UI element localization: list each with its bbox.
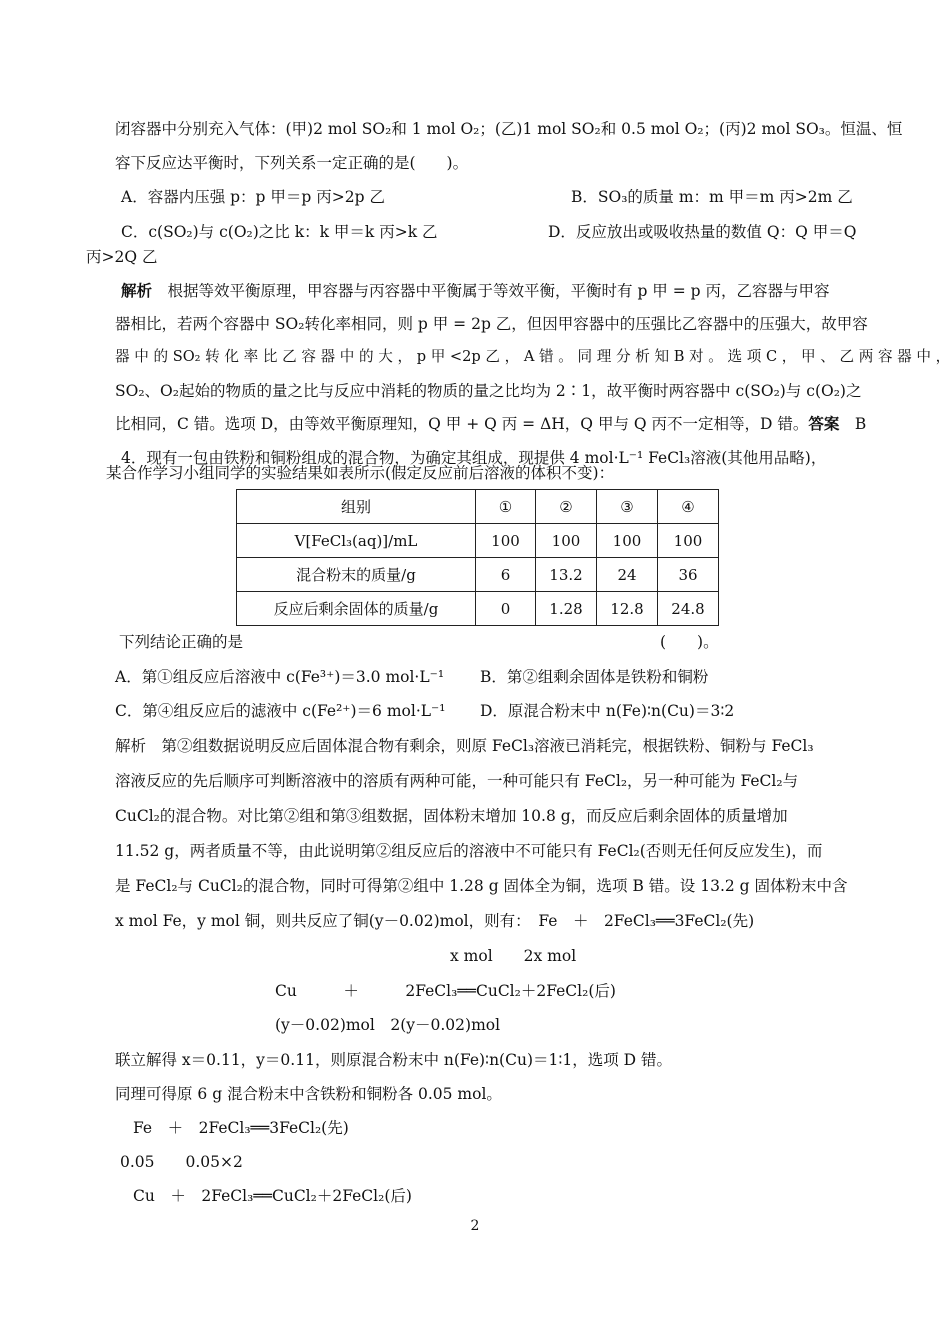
table-row bbox=[237, 592, 719, 626]
q4-equation3: Fe ＋ 2FeCl₃══3FeCl₂(先) bbox=[133, 1119, 349, 1137]
table-cell: ③ bbox=[597, 490, 658, 524]
answer-value: B bbox=[854, 415, 867, 433]
q3-option-a: A．容器内压强 p：p 甲＝p 丙>2p 乙 bbox=[121, 188, 385, 206]
q3-analysis-text5: 比相同，C 错。选项 D，由等效平衡原理知，Q 甲 + Q 丙 = ΔH，Q 甲与 Q 丙不一定相等，D 错。 bbox=[115, 415, 809, 433]
q3-option-b: B．SO₃的质量 m：m 甲＝m 丙>2m 乙 bbox=[571, 188, 853, 206]
q4-equation-coeff2: (y－0.02)mol 2(y－0.02)mol bbox=[275, 1016, 501, 1034]
table-cell: 反应后剩余固体的质量/g bbox=[237, 592, 476, 626]
table-cell: ④ bbox=[658, 490, 719, 524]
q3-analysis-line2: 器相比，若两个容器中 SO₂转化率相同，则 p 甲 = 2p 乙，但因甲容器中的压强比乙容器中的压强大，故甲容 bbox=[115, 315, 868, 333]
q4-equation2: Cu ＋ 2FeCl₃══CuCl₂＋2FeCl₂(后) bbox=[275, 982, 616, 1000]
q4-analysis-line10: 联立解得 x＝0.11，y＝0.11，则原混合粉末中 n(Fe)∶n(Cu)＝1∶1，选项 D 错。 bbox=[115, 1051, 673, 1069]
q4-equation-coeff1: x mol 2x mol bbox=[450, 947, 577, 965]
table-cell: 混合粉末的质量/g bbox=[237, 558, 476, 592]
table-cell: 100 bbox=[476, 524, 536, 558]
q4-stem-line2: 某合作学习小组同学的实验结果如表所示(假定反应前后溶液的体积不变)： bbox=[106, 464, 615, 482]
page-number: 2 bbox=[470, 1218, 480, 1234]
table-cell: 1.28 bbox=[536, 592, 597, 626]
table-cell: 24.8 bbox=[658, 592, 719, 626]
table-cell: 100 bbox=[597, 524, 658, 558]
q4-analysis-line11: 同理可得原 6 g 混合粉末中含铁粉和铜粉各 0.05 mol。 bbox=[115, 1085, 502, 1103]
table-row bbox=[237, 524, 719, 558]
q3-analysis-text1: 根据等效平衡原理，甲容器与丙容器中平衡属于等效平衡，平衡时有 p 甲 = p 丙，乙容器与甲容 bbox=[167, 282, 830, 300]
table-cell: 100 bbox=[658, 524, 719, 558]
q4-prompt: 下列结论正确的是 bbox=[119, 633, 244, 651]
table-cell: 组别 bbox=[237, 490, 476, 524]
q4-prompt-paren: ( )。 bbox=[660, 633, 719, 651]
q3-stem-line1: 闭容器中分别充入气体：(甲)2 mol SO₂和 1 mol O₂；(乙)1 mol SO₂和 0.5 mol O₂；(丙)2 mol SO₃。恒温、恒 bbox=[115, 120, 903, 138]
q3-analysis-line5 bbox=[115, 413, 866, 435]
table-cell: 24 bbox=[597, 558, 658, 592]
q3-option-d-cont: 丙>2Q 乙 bbox=[86, 248, 158, 266]
table-header-row bbox=[237, 490, 719, 524]
q3-option-d: D．反应放出或吸收热量的数值 Q：Q 甲＝Q bbox=[548, 223, 857, 241]
q3-stem-line2: 容下反应达平衡时，下列关系一定正确的是( )。 bbox=[115, 154, 469, 172]
q4-analysis-line6: x mol Fe，y mol 铜，则共反应了铜(y－0.02)mol，则有： Fe ＋ 2FeCl₃══3FeCl₂(先) bbox=[115, 912, 755, 930]
q4-analysis-line1: 解析 第②组数据说明反应后固体混合物有剩余，则原 FeCl₃溶液已消耗完，根据铁粉、铜粉与 FeCl₃ bbox=[115, 737, 814, 755]
table-cell: V[FeCl₃(aq)]/mL bbox=[237, 524, 476, 558]
table-cell: 13.2 bbox=[536, 558, 597, 592]
q4-option-b: B．第②组剩余固体是铁粉和铜粉 bbox=[480, 668, 709, 686]
table-cell: 6 bbox=[476, 558, 536, 592]
q3-option-c: C．c(SO₂)与 c(O₂)之比 k：k 甲＝k 丙>k 乙 bbox=[121, 223, 438, 241]
results-table bbox=[236, 489, 719, 626]
q4-stem-line1: 4．现有一包由铁粉和铜粉组成的混合物，为确定其组成，现提供 4 mol·L⁻¹ FeCl₃溶液(其他用品略)， bbox=[121, 449, 827, 467]
q4-equation4: Cu ＋ 2FeCl₃══CuCl₂＋2FeCl₂(后) bbox=[133, 1187, 412, 1205]
q4-analysis-line2: 溶液反应的先后顺序可判断溶液中的溶质有两种可能，一种可能只有 FeCl₂，另一种可能为 FeCl₂与 bbox=[115, 772, 799, 790]
q3-analysis-line4: SO₂、O₂起始的物质的量之比与反应中消耗的物质的量之比均为 2∶1，故平衡时两容器中 c(SO₂)与 c(O₂)之 bbox=[115, 382, 862, 400]
q4-option-c: C．第④组反应后的滤液中 c(Fe²⁺)＝6 mol·L⁻¹ bbox=[115, 702, 446, 720]
q3-analysis-line3: 器 中 的 SO₂ 转 化 率 比 乙 容 器 中 的 大 ， p 甲 <2p 乙 ， A 错 。 同 理 分 析 知 B 对 。 选 项 C ， 甲 、 乙 两 容 器 中 ， bbox=[115, 348, 950, 365]
table-cell: 0 bbox=[476, 592, 536, 626]
table-cell: 36 bbox=[658, 558, 719, 592]
q4-equation-coeff3: 0.05 0.05×2 bbox=[120, 1153, 243, 1171]
q4-analysis-line3: CuCl₂的混合物。对比第②组和第③组数据，固体粉末增加 10.8 g，而反应后剩余固体的质量增加 bbox=[115, 807, 788, 825]
q4-option-d: D．原混合粉末中 n(Fe)∶n(Cu)＝3∶2 bbox=[480, 702, 735, 720]
q3-analysis-line1 bbox=[121, 280, 830, 302]
table-cell: ① bbox=[476, 490, 536, 524]
analysis-label: 解析 bbox=[121, 281, 153, 300]
table-row bbox=[237, 558, 719, 592]
table-cell: 12.8 bbox=[597, 592, 658, 626]
q4-option-a: A．第①组反应后溶液中 c(Fe³⁺)＝3.0 mol·L⁻¹ bbox=[115, 668, 445, 686]
table-cell: ② bbox=[536, 490, 597, 524]
answer-label: 答案 bbox=[808, 414, 840, 433]
q4-analysis-line5: 是 FeCl₂与 CuCl₂的混合物，同时可得第②组中 1.28 g 固体全为铜，选项 B 错。设 13.2 g 固体粉末中含 bbox=[115, 877, 848, 895]
q4-analysis-line4: 11.52 g，两者质量不等，由此说明第②组反应后的溶液中不可能只有 FeCl₂(否则无任何反应发生)，而 bbox=[115, 842, 823, 860]
table-cell: 100 bbox=[536, 524, 597, 558]
